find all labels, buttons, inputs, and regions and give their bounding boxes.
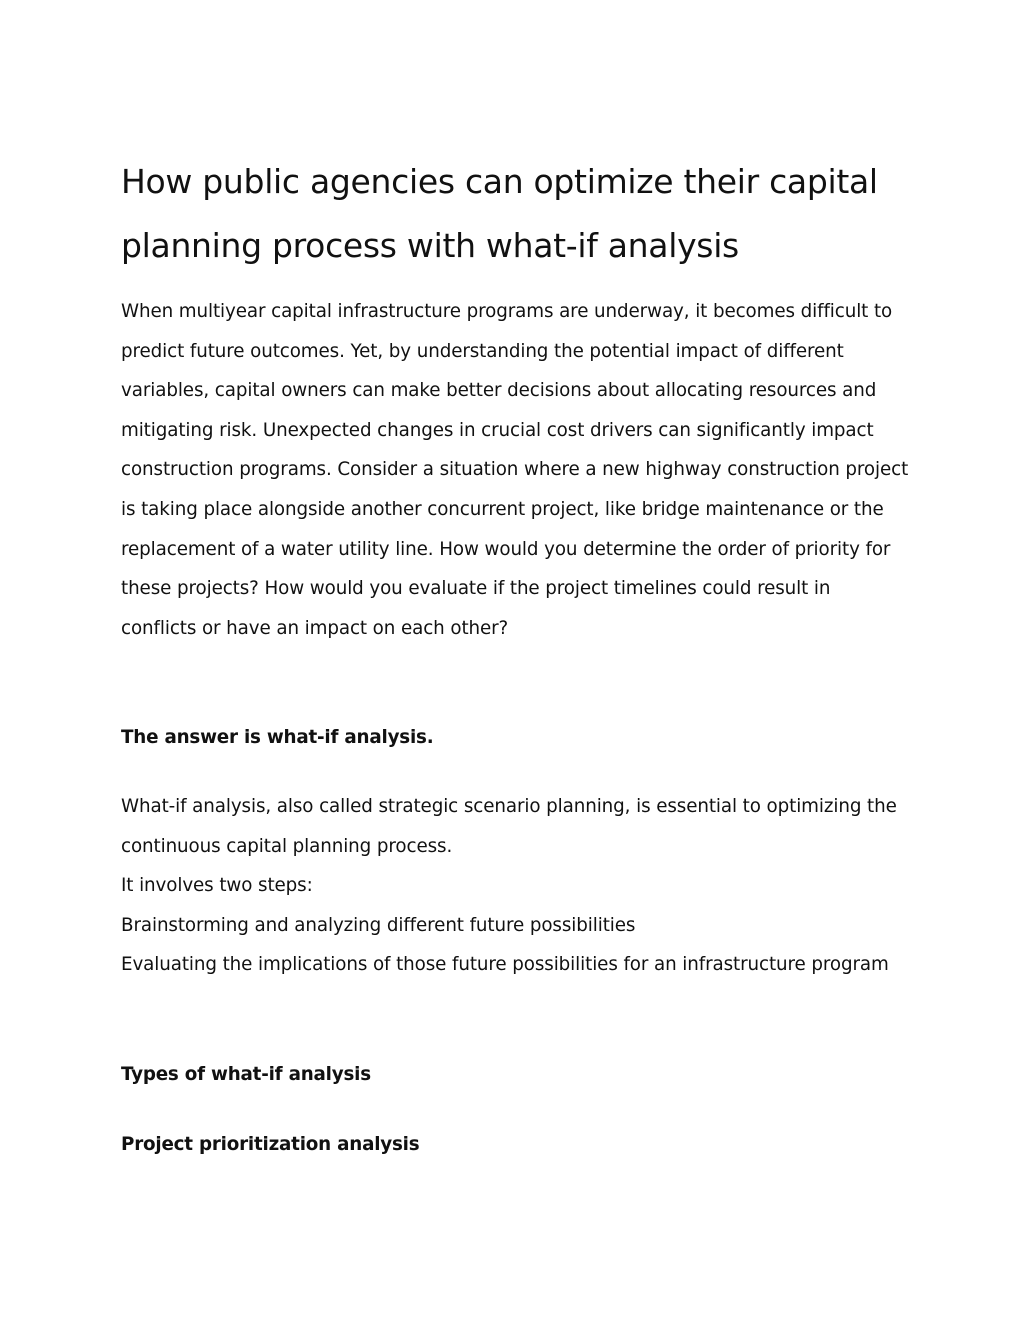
definition-block: [121, 787, 911, 985]
definition-paragraph: What-if analysis, also called strategic scenario planning, is essential to optimizing the continuous capital planning process.: [121, 796, 897, 857]
steps-intro: It involves two steps:: [121, 875, 313, 897]
intro-paragraph: When multiyear capital infrastructure programs are underway, it becomes difficult to predict future outcomes. Yet, by understanding the potential impact of different variables, capital owners can make better decisions about allocating resources and mitigating risk. Unexpected changes in crucial cost drivers can significantly impact construction programs. Consider a situation where a new highway construction project is taking place alongside another concurrent project, like bridge maintenance or the replacement of a water utility line. How would you determine the order of priority for these projects? How would you evaluate if the project timelines could result in conflicts or have an impact on each other?: [121, 301, 909, 639]
prioritization-heading: Project prioritization analysis: [121, 1134, 420, 1155]
answer-heading: The answer is what-if analysis.: [121, 727, 434, 748]
step-item: Brainstorming and analyzing different future possibilities: [121, 914, 636, 936]
types-heading: Types of what-if analysis: [121, 1064, 371, 1085]
step-item: Evaluating the implications of those future possibilities for an infrastructure program: [121, 954, 889, 976]
document-title: How public agencies can optimize their capital planning process with what-if analysis: [121, 162, 878, 265]
